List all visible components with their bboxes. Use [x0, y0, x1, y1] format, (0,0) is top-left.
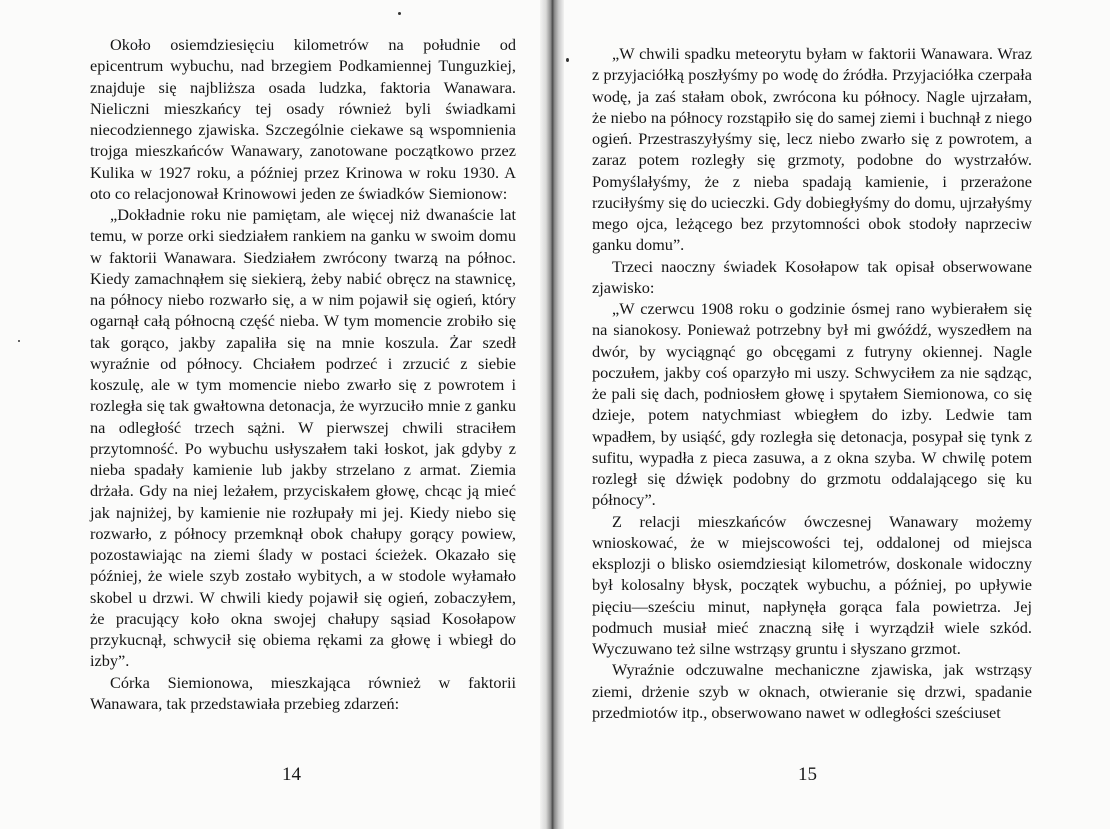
ink-speck [18, 340, 20, 342]
paragraph: Córka Siemionowa, mieszkająca również w faktorii Wanawara, tak przedstawiała przebieg zdarzeń: [90, 672, 516, 713]
paragraph: Wyraźnie odczuwalne mechaniczne zjawiska, jak wstrząsy ziemi, drżenie szyb w oknach, otwieranie się drzwi, spadanie przedmiotów itp., obserwowano nawet w odległości sześciuset [592, 660, 1032, 722]
paragraph: „Dokładnie roku nie pamiętam, ale więcej niż dwanaście lat temu, w porze orki siedziałem rankiem na ganku w swoim domu w faktorii Wanawara. Siedziałem zwrócony twarzą na północ. Kiedy zamachnąłem się siekierą, żeby nabić obręcz na stawnicę, na północy niebo rozwarło się, a w nim pojawił się ogień, który ogarnął całą północną część nieba. W tym momencie zrobiło się tak gorąco, jakby zapaliła się na mnie koszula. Żar szedł wyraźnie od północy. Chciałem podrzeć i zrzucić z siebie koszulę, ale w tym momencie niebo zwarło się z powrotem i rozległa się tak gwałtowna detonacja, że wyrzuciło mnie z ganku na odległość trzech sążni. W pierwszej chwili straciłem przytomność. Po wybuchu usłyszałem taki łoskot, jak gdyby z nieba spadały kamienie lub jakby strzelano z armat. Ziemia drżała. Gdy na niej leżałem, przyciskałem głowę, chcąc ją mieć jak najniżej, by kamienie nie rozłupały mi jej. Kiedy niebo się rozwarło, z północy przemknął obok chałupy gorący powiew, pozostawiając na ziemi ślady w postaci ścieżek. Okazało się później, że wiele szyb zostało wybitych, a w stodole wyłamało skobel u drzwi. W chwili kiedy pojawił się ogień, zobaczyłem, że pracujący koło okna swojej chałupy sąsiad Kosołapow przykucnął, schwycił się obiema rękami za głowę i wbiegł do izby”. [90, 205, 516, 671]
book-gutter [540, 0, 564, 829]
right-page-text [592, 43, 1032, 723]
page-number-right: 15 [798, 764, 817, 785]
left-page-text [90, 34, 516, 714]
paragraph: „W chwili spadku meteorytu byłam w faktorii Wanawara. Wraz z przyjaciółką poszłyśmy po wodę do źródła. Przyjaciółka czerpała wodę, ja zaś stałam obok, zwrócona ku północy. Nagle ujrzałam, że niebo na północy rozstąpiło się do samej ziemi i buchnął z niego ogień. Przestraszyłyśmy się, lecz niebo zwarło się z powrotem, a zaraz potem rozległy się grzmoty, podobne do wystrzałów. Pomyślałyśmy, że z nieba spadają kamienie, i przerażone rzuciłyśmy się do ucieczki. Gdy dobiegłyśmy do domu, ujrzałyśmy mego ojca, leżącego bez przytomności obok stodoły naprzeciw ganku domu”. [592, 44, 1032, 255]
page-number-left: 14 [282, 764, 301, 785]
ink-speck [398, 12, 401, 15]
paragraph: Około osiemdziesięciu kilometrów na południe od epicentrum wybuchu, nad brzegiem Podkamiennej Tunguzkiej, znajduje się najbliższa osada ludzka, faktoria Wanawara. Nieliczni mieszkańcy tej osady również byli świadkami niecodziennego zjawiska. Szczególnie ciekawe są wspomnienia trojga mieszkańców Wanawary, zanotowane początkowo przez Kulika w 1927 roku, a później przez Krinowa w roku 1930. A oto co relacjonował Krinowowi jeden ze świadków Siemionow: [90, 35, 516, 203]
ink-speck [566, 58, 569, 62]
paragraph: Trzeci naoczny świadek Kosołapow tak opisał obserwowane zjawisko: [592, 256, 1032, 297]
paragraph: „W czerwcu 1908 roku o godzinie ósmej rano wybierałem się na sianokosy. Ponieważ potrzebny był mi gwóźdź, wyszedłem na dwór, by wyciągnąć go obcęgami z futryny okiennej. Nagle poczułem, jakby coś oparzyło mi uszy. Schwyciłem za nie sądząc, że pali się dach, podniosłem głowę i spytałem Siemionowa, co się dzieje, potem natychmiast wbiegłem do izby. Ledwie tam wpadłem, by usiąść, gdy rozległa się detonacja, posypał się tynk z sufitu, wypadła z pieca zasuwa, a z okna szyba. W chwilę potem rozległ się dźwięk podobny do grzmotu oddalającego się ku północy”. [592, 299, 1032, 510]
paragraph: Z relacji mieszkańców ówczesnej Wanawary możemy wnioskować, że w miejscowości tej, oddalonej od miejsca eksplozji o blisko osiemdziesiąt kilometrów, doskonale widoczny był kolosalny błysk, początek wybuchu, a później, po upływie pięciu—sześciu minut, napłynęła gorąca fala powietrza. Jej podmuch musiał mieć znaczną siłę i wyrządził wiele szkód. Wyczuwano też silne wstrząsy gruntu i słyszano grzmot. [592, 511, 1032, 658]
